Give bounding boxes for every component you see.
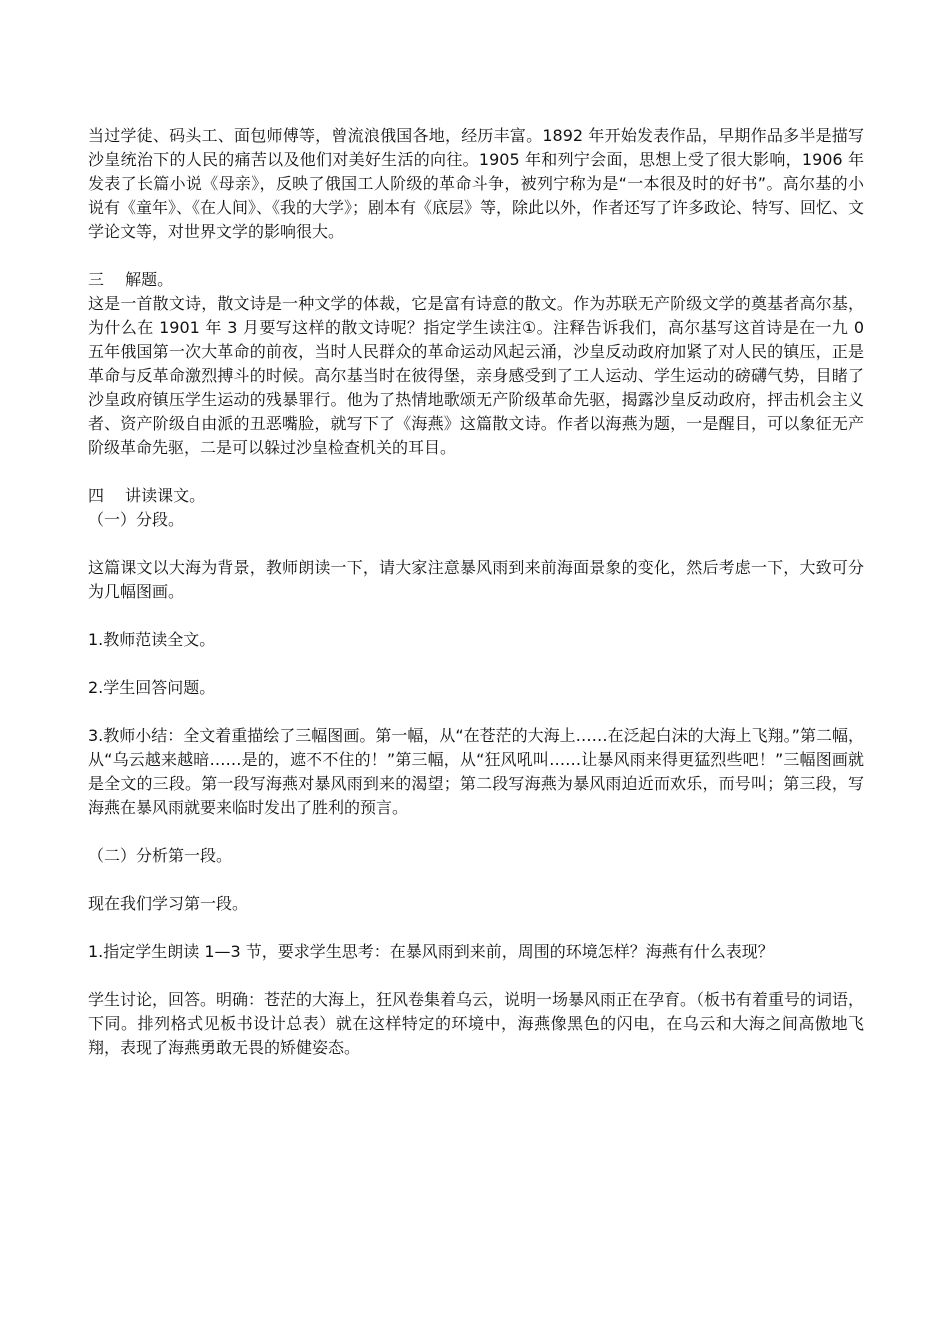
subsection-1-intro: 这篇课文以大海为背景，教师朗读一下，请大家注意暴风雨到来前海面景象的变化，然后考虑一下，大致可分为几幅图画。 [88, 558, 864, 601]
subsection-1-heading: （一）分段。 [88, 510, 185, 529]
document-page [88, 124, 870, 1060]
section-4-heading: 四 讲读课文。 [88, 486, 206, 505]
step-1: 1.教师范读全文。 [88, 630, 216, 649]
step-2: 2.学生回答问题。 [88, 678, 216, 697]
step-3: 3.教师小结：全文着重描绘了三幅图画。第一幅，从“在苍茫的大海上……在泛起白沫的大海上飞翔。”第二幅，从“乌云越来越暗……是的，遮不不住的！”第三幅，从“狂风吼叫……让暴风雨来得更猛烈些吧！”三幅图画就是全文的三段。第一段写海燕对暴风雨到来的渴望；第二段写海燕为暴风雨迫近而欢乐，而号叫；第三段，写海燕在暴风雨就要来临时发出了胜利的预言。 [88, 726, 864, 817]
subsection-2-answer: 学生讨论，回答。明确：苍茫的大海上，狂风卷集着乌云，说明一场暴风雨正在孕育。（板书有着重号的词语，下同。排列格式见板书设计总表）就在这样特定的环境中，海燕像黑色的闪电，在乌云和大海之间高傲地飞翔，表现了海燕勇敢无畏的矫健姿态。 [88, 990, 865, 1057]
subsection-2-heading: （二）分析第一段。 [88, 846, 233, 865]
section-3-heading: 三 解题。 [88, 270, 174, 289]
section-3-body: 这是一首散文诗，散文诗是一种文学的体裁，它是富有诗意的散文。作为苏联无产阶级文学的奠基者高尔基，为什么在 1901 年 3 月要写这样的散文诗呢？指定学生读注①。注释告诉我们，高尔基写这首诗是在一九 0 五年俄国第一次大革命的前夜，当时人民群众的革命运动风起云涌，沙皇反动政府加紧了对人民的镇压，正是革命与反革命激烈搏斗的时候。高尔基当时在彼得堡，亲身感受到了工人运动、学生运动的磅礴气势，目睹了沙皇政府镇压学生运动的残暴罪行。他为了热情地歌颂无产阶级革命先驱，揭露沙皇反动政府，抨击机会主义者、资产阶级自由派的丑恶嘴脸，就写下了《海燕》这篇散文诗。作者以海燕为题，一是醒目，可以象征无产阶级革命先驱，二是可以躲过沙皇检查机关的耳目。 [88, 294, 870, 457]
intro-paragraph: 当过学徒、码头工、面包师傅等，曾流浪俄国各地，经历丰富。1892 年开始发表作品，早期作品多半是描写沙皇统治下的人民的痛苦以及他们对美好生活的向往。1905 年和列宁会面，思想上受了很大影响，1906 年发表了长篇小说《母亲》，反映了俄国工人阶级的革命斗争，被列宁称为是“一本很及时的好书”。高尔基的小说有《童年》、《在人间》、《我的大学》；剧本有《底层》等，除此以外，作者还写了许多政论、特写、回忆、文学论文等，对世界文学的影响很大。 [88, 126, 865, 241]
subsection-2-intro: 现在我们学习第一段。 [88, 894, 249, 913]
subsection-2-step-1: 1.指定学生朗读 1—3 节，要求学生思考：在暴风雨到来前，周围的环境怎样？海燕有什么表现？ [88, 942, 774, 961]
